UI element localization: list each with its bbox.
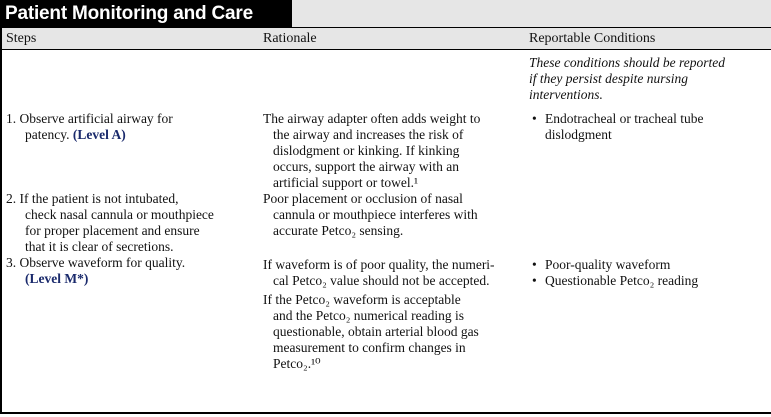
rationale-line: Poor placement or occlusion of nasal [263,191,463,206]
header-rationale: Rationale [263,31,317,46]
rationale-line: cannula or mouthpiece interferes with [273,207,478,222]
left-border [0,27,2,414]
header-steps: Steps [6,31,37,46]
rationale-2 [263,191,478,239]
condition-text: dislodgment [545,127,612,142]
rationale-1 [263,111,480,191]
condition-text: Endotracheal or tracheal tube [545,111,704,126]
rationale-line: and the Petco₂ numerical reading is [273,308,465,323]
note-line: if they persist despite nursing [529,71,688,86]
section-title: Patient Monitoring and Care [0,0,292,27]
rationale-line: the airway and increases the risk of [273,127,464,142]
rationale-line: Petco₂.¹⁰ [273,356,321,371]
rationale-line: measurement to confirm changes in [273,340,466,355]
rationale-line: questionable, obtain arterial blood gas [273,324,479,339]
rationale-line: occurs, support the airway with an [273,159,459,174]
rationale-line: artificial support or towel.¹ [273,175,419,190]
rationale-line: If waveform is of poor quality, the numeri- [263,257,495,272]
bottom-border [0,412,771,414]
rationale-line: The airway adapter often adds weight to [263,111,481,126]
step-line: 3. Observe waveform for quality. [6,255,186,270]
evidence-level: (Level A) [72,127,126,142]
evidence-level: (Level M*) [25,271,89,286]
conditions-1 [529,111,704,143]
rationale-line: If the Petco₂ waveform is acceptable [263,292,461,307]
step-line: for proper placement and ensure [25,223,200,238]
note-line: These conditions should be reported [529,55,725,70]
step-line: 2. If the patient is not intubated, [6,191,179,206]
note-line: interventions. [529,87,603,102]
table-header [0,27,771,50]
step-line: that it is clear of secretions. [25,239,174,254]
condition-item [529,111,704,143]
step-2 [6,191,214,255]
rationale-line: accurate Petco₂ sensing. [273,223,404,238]
reportable-note [529,55,725,103]
step-3 [6,255,185,287]
conditions-3 [529,257,698,289]
step-line: check nasal cannula or mouthpiece [25,207,214,222]
step-text: patency. [25,127,73,142]
step-1 [6,111,173,143]
rationale-line: cal Petco₂ value should not be accepted. [273,273,490,288]
rationale-3 [263,257,495,372]
condition-item: • Questionable Petco₂ reading [529,273,698,289]
step-line [6,127,173,143]
header-reportable: Reportable Conditions [529,31,656,46]
rationale-line: dislodgment or kinking. If kinking [273,143,460,158]
condition-item: • Poor-quality waveform [529,257,698,273]
step-line: 1. Observe artificial airway for [6,111,173,126]
